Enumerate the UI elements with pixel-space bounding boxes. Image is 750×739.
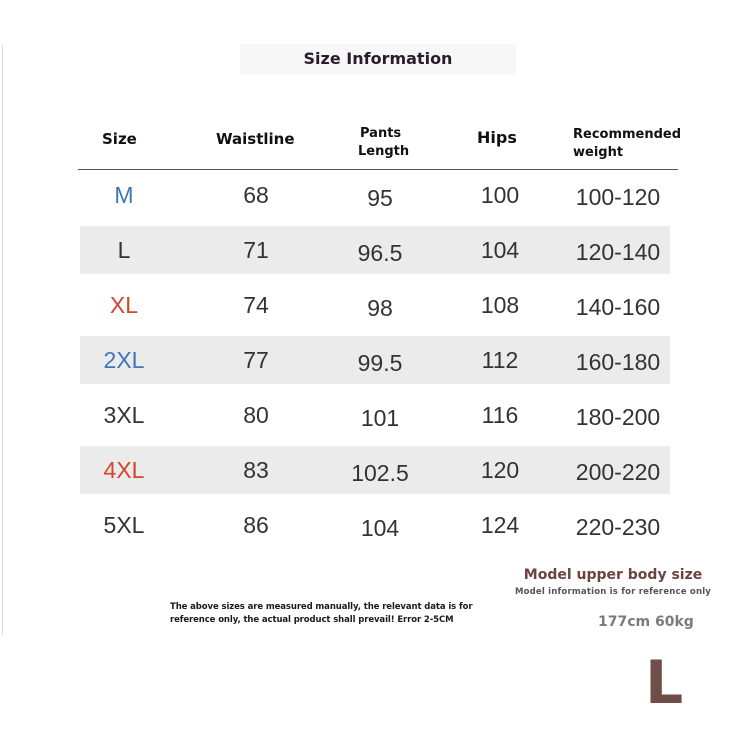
- table-row: [80, 501, 670, 549]
- table-row: [80, 226, 670, 274]
- size-cell: M: [114, 182, 134, 208]
- hips-cell: 120: [480, 457, 520, 483]
- left-edge-divider: [2, 45, 3, 635]
- pants-length-cell: 96.5: [357, 240, 403, 266]
- waistline-cell: 68: [243, 182, 269, 208]
- pants-length-cell: 102.5: [351, 460, 409, 486]
- hips-cell: 124: [480, 512, 520, 538]
- weight-cell: 120-140: [575, 239, 661, 265]
- header-waistline: Waistline: [216, 130, 295, 148]
- model-size-subtitle: Model information is for reference only: [514, 587, 712, 597]
- size-cell: 3XL: [103, 402, 145, 428]
- header-pants-line1: Pants: [360, 126, 402, 141]
- measurement-note-line2: reference only, the actual product shall prevail! Error 2-5CM: [170, 614, 454, 625]
- hips-cell: 104: [480, 237, 520, 263]
- header-size: Size: [102, 130, 137, 148]
- header-hips: Hips: [477, 128, 517, 147]
- size-cell: 4XL: [103, 457, 145, 483]
- pants-length-cell: 104: [360, 515, 400, 541]
- waistline-cell: 80: [243, 402, 269, 428]
- waistline-cell: 86: [243, 512, 269, 538]
- header-divider: [78, 169, 678, 170]
- model-size-title: Model upper body size: [523, 567, 703, 583]
- pants-length-cell: 101: [360, 405, 400, 431]
- header-pants-line2: Length: [358, 144, 410, 159]
- table-header: [80, 120, 680, 170]
- hips-cell: 100: [480, 182, 520, 208]
- model-height-weight: 177cm 60kg: [598, 614, 694, 630]
- weight-cell: 160-180: [575, 349, 661, 375]
- header-recommended-weight: [573, 126, 681, 162]
- weight-cell: 220-230: [575, 514, 661, 540]
- weight-cell: 140-160: [575, 294, 661, 320]
- weight-cell: 180-200: [575, 404, 661, 430]
- hips-cell: 112: [481, 347, 519, 373]
- table-row: [80, 171, 670, 219]
- size-cell: L: [117, 237, 131, 263]
- size-cell: XL: [109, 292, 139, 318]
- measurement-note-line1: The above sizes are measured manually, the relevant data is for: [170, 602, 473, 612]
- waistline-cell: 71: [243, 237, 269, 263]
- page-title: Size Information: [240, 44, 516, 74]
- pants-length-cell: 95: [367, 185, 393, 211]
- waistline-cell: 77: [243, 347, 269, 373]
- waistline-cell: 74: [243, 292, 269, 318]
- table-row: [80, 336, 670, 384]
- header-weight-line2: weight: [573, 145, 624, 160]
- table-row: [80, 446, 670, 494]
- header-pants-length: [358, 125, 409, 161]
- weight-cell: 100-120: [575, 184, 661, 210]
- size-cell: 5XL: [103, 512, 145, 538]
- measurement-note: [170, 601, 490, 626]
- hips-cell: 116: [481, 402, 519, 428]
- waistline-cell: 83: [243, 457, 269, 483]
- size-cell: 2XL: [103, 347, 145, 373]
- table-row: [80, 281, 670, 329]
- hips-cell: 108: [480, 292, 520, 318]
- model-size-letter: L: [645, 648, 684, 718]
- header-weight-line1: Recommended: [573, 127, 682, 142]
- weight-cell: 200-220: [575, 459, 661, 485]
- pants-length-cell: 99.5: [357, 350, 403, 376]
- table-row: [80, 391, 670, 439]
- pants-length-cell: 98: [367, 295, 393, 321]
